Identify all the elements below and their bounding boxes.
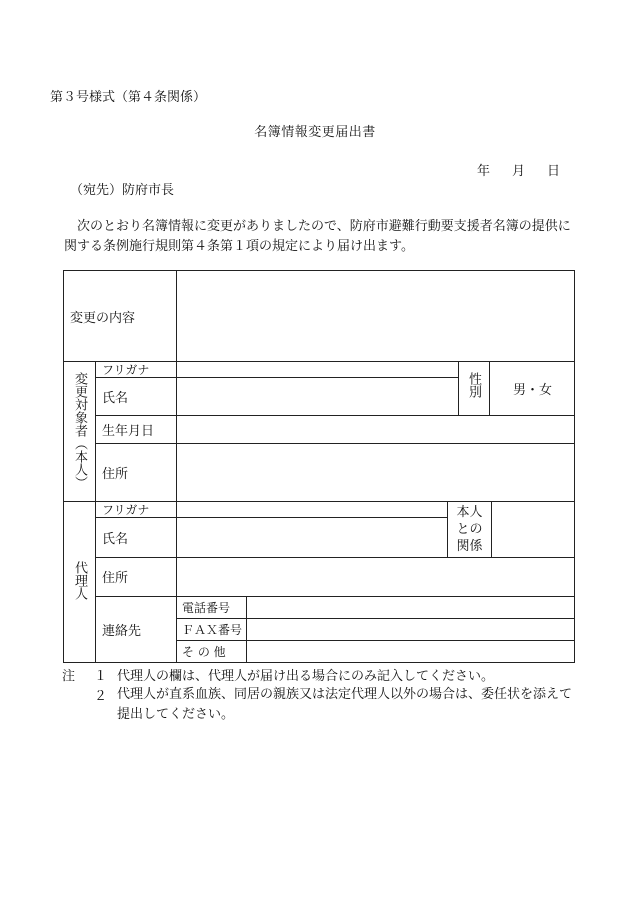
subject-address-label: 住所 bbox=[102, 466, 129, 482]
subject-birthdate-field[interactable] bbox=[177, 416, 574, 443]
gender-options[interactable]: 男・女 bbox=[512, 382, 552, 398]
document-title: 名簿情報変更届出書 bbox=[254, 125, 376, 140]
date-month-label: 月 bbox=[511, 164, 525, 179]
notes-prefix: 注 bbox=[62, 669, 76, 684]
agent-section-label: 代理人 bbox=[72, 561, 87, 600]
form-number-label: 第３号様式（第４条関係） bbox=[50, 90, 207, 105]
body-paragraph: 次のとおり名簿情報に変更がありましたので、防府市避難行動要支援者名簿の提供に関する条例施行規則第４条第１項の規定により届け出ます。 bbox=[64, 219, 571, 254]
note-2-text: 代理人が直系血族、同居の親族又は法定代理人以外の場合は、委任状を添えて提出してください。 bbox=[117, 687, 573, 722]
phone-label: 電話番号 bbox=[182, 600, 231, 615]
gender-label: 性別 bbox=[466, 372, 481, 398]
phone-field[interactable] bbox=[247, 597, 574, 618]
subject-section-label: 変更対象者（本人） bbox=[72, 372, 87, 489]
agent-contact-label: 連絡先 bbox=[102, 624, 142, 639]
subject-name-label: 氏名 bbox=[102, 390, 129, 406]
date-day-label: 日 bbox=[546, 164, 560, 179]
agent-furigana-field[interactable] bbox=[177, 502, 446, 517]
subject-birthdate-label: 生年月日 bbox=[102, 423, 155, 439]
addressee: （宛先）防府市長 bbox=[70, 183, 175, 198]
note-2-number: ２ bbox=[94, 689, 108, 704]
agent-address-field[interactable] bbox=[177, 558, 574, 596]
relation-label: 本人との関係 bbox=[456, 504, 483, 554]
change-content-label: 変更の内容 bbox=[70, 310, 136, 326]
other-field[interactable] bbox=[247, 641, 574, 663]
relation-field[interactable] bbox=[492, 502, 574, 557]
agent-name-field[interactable] bbox=[177, 518, 446, 557]
agent-name-label: 氏名 bbox=[102, 531, 129, 547]
subject-name-field[interactable] bbox=[177, 378, 457, 415]
note-1-text: 代理人の欄は、代理人が届け出る場合にのみ記入してください。 bbox=[117, 669, 495, 684]
fax-field[interactable] bbox=[247, 619, 574, 640]
change-content-field[interactable] bbox=[177, 272, 574, 360]
note-1-number: １ bbox=[94, 669, 108, 684]
subject-furigana-label: フリガナ bbox=[102, 362, 150, 377]
agent-furigana-label: フリガナ bbox=[102, 502, 150, 517]
date-year-label: 年 bbox=[476, 164, 490, 179]
subject-furigana-field[interactable] bbox=[177, 362, 457, 377]
fax-label: ＦＡＸ番号 bbox=[182, 622, 243, 637]
agent-address-label: 住所 bbox=[102, 571, 129, 586]
form-table bbox=[63, 270, 575, 663]
other-label: そ の 他 bbox=[182, 645, 226, 659]
date-field bbox=[455, 160, 560, 179]
subject-address-field[interactable] bbox=[177, 444, 574, 501]
